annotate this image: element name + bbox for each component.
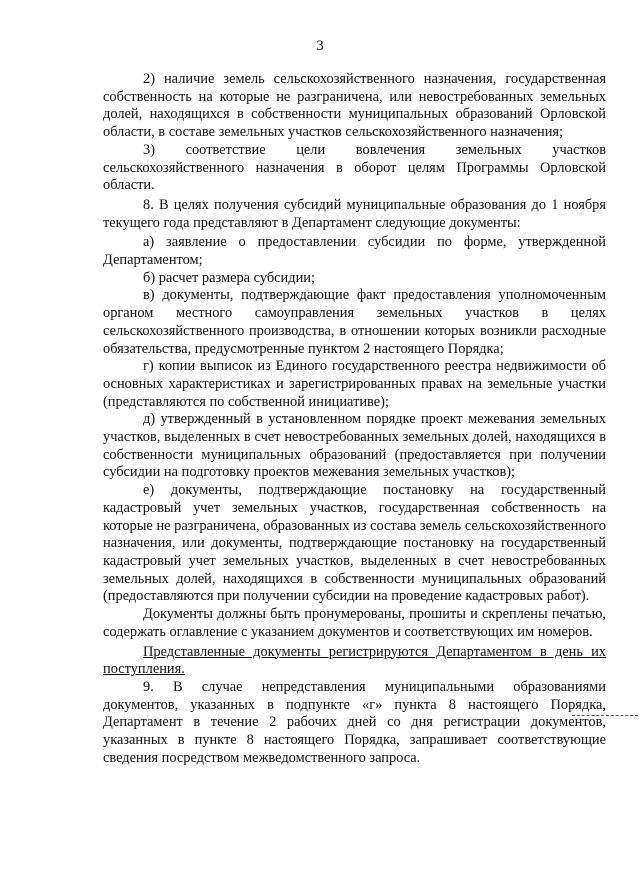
paragraph-subitem-a: а) заявление о предоставлении субсидии по форме, утвержденной Департаментом; — [103, 234, 606, 269]
paragraph-subitem-d: д) утвержденный в установленном порядке проект межевания земельных участков, выделенных в счет невостребованных земельных долей, находящихся в собственности муниципальных образований (предоставляется при получении субсидии на подготовку проектов межевания земельных участков); — [103, 411, 606, 481]
paragraph-subitem-b: б) расчет размера субсидии; — [143, 269, 315, 286]
paragraph-registration: Представленные документы регистрируются Департаментом в день их поступления. — [103, 643, 606, 678]
paragraph-subitem-g: г) копии выписок из Единого государственного реестра недвижимости об основных характеристиках и зарегистрированных правах на земельные участки (представляются по собственной инициативе); — [103, 358, 606, 410]
paragraph-item-3: 3) соответствие цели вовлечения земельных участков сельскохозяйственного назначения в оборот целям Программы Орловской области. — [103, 141, 606, 194]
page-number: 3 — [316, 38, 324, 54]
document-body — [103, 71, 606, 767]
paragraph-item-2: 2) наличие земель сельскохозяйственного назначения, государственная собственность на которые не разграничена, или невостребованных земельных долей, находящихся в собственности муниципальных образований Орловской области, в составе земельных участков сельскохозяйственного назначения; — [103, 71, 606, 141]
paragraph-clause-9: 9. В случае непредставления муниципальными образованиями документов, указанных в подпункте «г» пункта 8 настоящего Порядка, Департамент в течение 2 рабочих дней со дня регистрации документов, указанных в пункте 8 настоящего Порядка, запрашивает соответствующие сведения посредством межведомственного запроса. — [103, 678, 606, 766]
scan-artifact-line — [572, 715, 638, 717]
paragraph-subitem-v: в) документы, подтверждающие факт предоставления уполномоченным органом местного самоуправления земельных участков в целях сельскохозяйственного производства, в отношении которых возникли расходные обязательства, предусмотренные пунктом 2 настоящего Порядка; — [103, 287, 606, 357]
paragraph-clause-8: 8. В целях получения субсидий муниципальные образования до 1 ноября текущего года представляют в Департамент следующие документы: — [103, 196, 606, 231]
paragraph-subitem-e: е) документы, подтверждающие постановку на государственный кадастровый учет земельных участков, государственная собственность на которые не разграничена, образованных из состава земель сельскохозяйственного назначения, или документы, подтверждающие постановку на государственный кадастровый учет земельных участков, выделенных в счет невостребованных земельных долей, находящихся в собственности муниципальных образований (предоставляются при получении субсидии на проведение кадастровых работ). — [103, 482, 606, 605]
paragraph-documents-requirements: Документы должны быть пронумерованы, прошиты и скреплены печатью, содержать оглавление с указанием документов и соответствующих им номеров. — [103, 606, 606, 640]
